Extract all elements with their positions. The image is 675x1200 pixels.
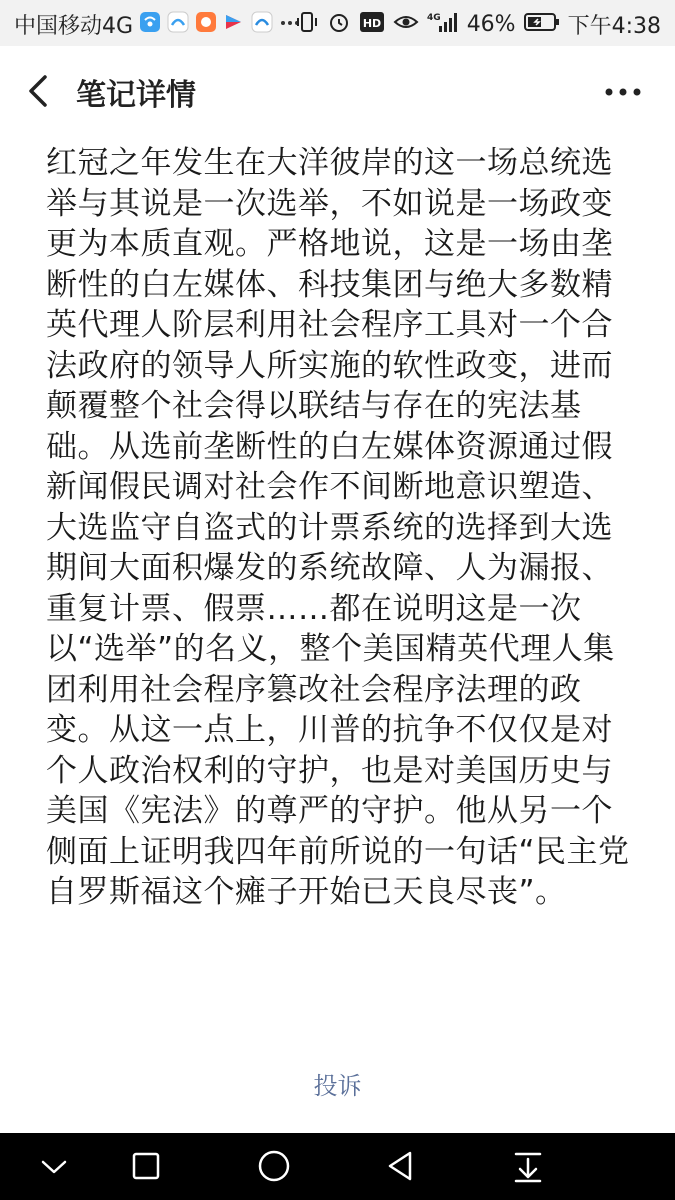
chevron-down-icon <box>32 1145 76 1189</box>
note-line: 重复计票、假票……都在说明这是一次 <box>46 590 582 627</box>
back-nav-button[interactable] <box>378 1145 422 1189</box>
note-line: 英代理人阶层利用社会程序工具对一个合 <box>46 307 613 343</box>
notification-pull-button[interactable] <box>506 1145 550 1189</box>
note-line: 个人政治权利的守护，也是对美国历史与 <box>46 752 613 789</box>
download-icon <box>506 1145 550 1189</box>
weibo-like-icon <box>167 11 189 39</box>
clock-time: 下午4:38 <box>567 14 661 39</box>
note-line: 更为本质直观。严格地说，这是一场由垄 <box>46 226 613 262</box>
note-line: 期间大面积爆发的系统故障、人为漏报、 <box>46 550 613 586</box>
battery-percent: 46% <box>466 12 516 37</box>
note-line: 颠覆整个社会得以联结与存在的宪法基 <box>46 388 582 424</box>
report-link[interactable]: 投诉 <box>313 1072 362 1100</box>
hd-icon <box>359 10 385 40</box>
eye-icon <box>393 10 419 40</box>
hide-nav-button[interactable] <box>32 1145 76 1189</box>
page-title: 笔记详情 <box>76 78 196 113</box>
recent-apps-button[interactable] <box>124 1145 168 1189</box>
chevron-left-icon <box>14 66 64 116</box>
note-line: 红冠之年发生在大洋彼岸的这一场总统选 <box>46 145 613 181</box>
cloud-icon <box>251 11 273 39</box>
navigation-bar <box>0 1133 675 1200</box>
note-line: 断性的白左媒体、科技集团与绝大多数精 <box>46 266 613 303</box>
triangle-back-icon <box>378 1145 422 1189</box>
app-icon-red <box>223 11 245 39</box>
note-line: 法政府的领导人所实施的软性政变，进而 <box>46 347 613 384</box>
note-line: 自罗斯福这个瘫子开始已天良尽丧”。 <box>46 874 567 910</box>
more-horizontal-icon <box>601 72 645 112</box>
signal-icon <box>427 10 459 40</box>
more-button[interactable] <box>601 72 645 112</box>
battery-icon <box>524 11 560 39</box>
app-header <box>0 46 675 136</box>
note-line: 大选监守自盗式的计票系统的选择到大选 <box>46 509 613 546</box>
note-line: 础。从选前垄断性的白左媒体资源通过假 <box>46 428 613 465</box>
note-line: 侧面上证明我四年前所说的一句话“民主党 <box>46 833 630 870</box>
note-line: 以“选举”的名义，整个美国精英代理人集 <box>46 631 615 667</box>
alarm-icon <box>327 10 351 40</box>
square-icon <box>124 1145 168 1189</box>
note-line: 美国《宪法》的尊严的守护。他从另一个 <box>46 793 613 829</box>
note-body <box>46 143 636 913</box>
vibrate-icon <box>295 10 319 40</box>
status-bar <box>0 0 675 46</box>
app-icon-orange <box>195 11 217 39</box>
wifi-hotspot-icon <box>139 11 161 39</box>
status-left <box>14 9 301 40</box>
svg-text:HD: HD <box>362 16 381 30</box>
svg-text:4G: 4G <box>426 12 441 23</box>
circle-icon <box>252 1145 296 1189</box>
note-line: 变。从这一点上，川普的抗争不仅仅是对 <box>46 712 613 748</box>
note-line: 新闻假民调对社会作不间断地意识塑造、 <box>46 469 613 505</box>
carrier-label: 中国移动4G <box>14 14 134 39</box>
status-right <box>295 9 661 40</box>
home-button[interactable] <box>252 1145 296 1189</box>
back-button[interactable] <box>14 66 64 116</box>
note-line: 团利用社会程序篡改社会程序法理的政 <box>46 671 582 708</box>
note-line: 举与其说是一次选举，不如说是一场政变 <box>46 185 613 222</box>
